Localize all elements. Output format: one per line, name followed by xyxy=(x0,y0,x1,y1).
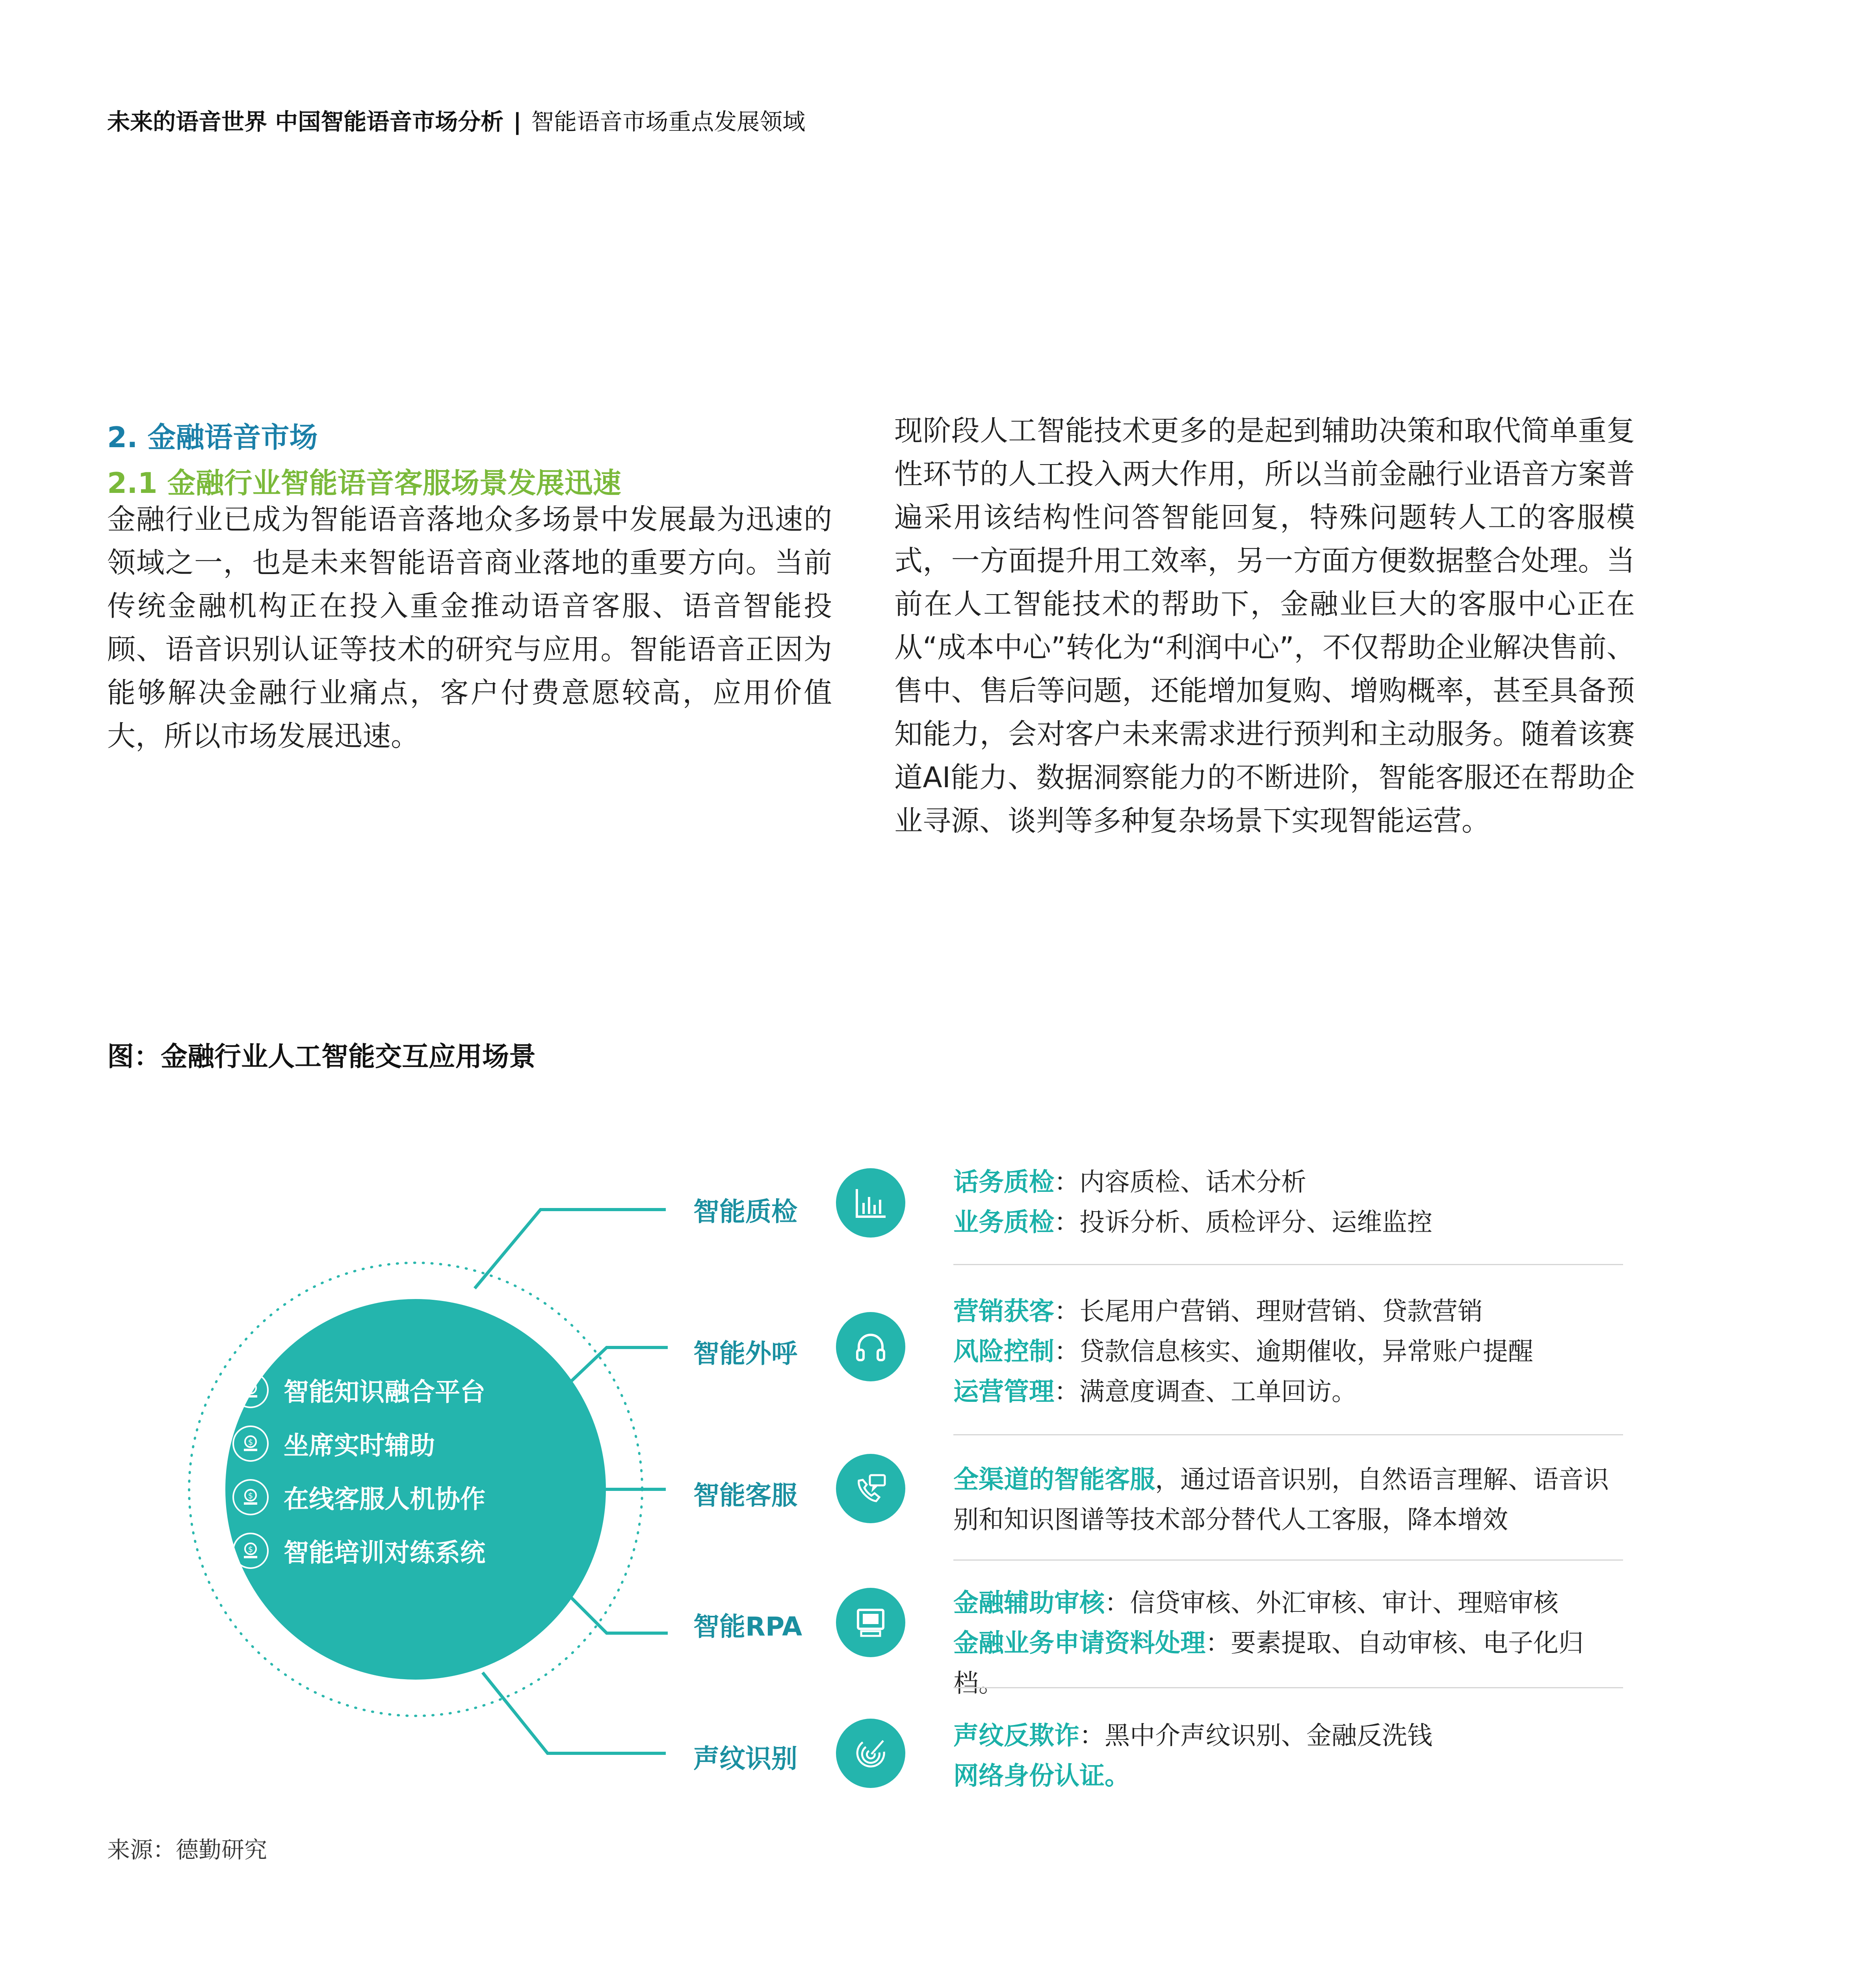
fingerprint-icon xyxy=(836,1719,905,1788)
desc-line xyxy=(953,1332,1623,1372)
section-title: 2. 金融语音市场 xyxy=(107,421,318,454)
desc-line xyxy=(953,1716,1623,1756)
category-label-zhijian: 智能质检 xyxy=(693,1197,797,1227)
bar-chart-icon xyxy=(836,1168,905,1238)
desc-line xyxy=(953,1372,1623,1412)
desc-key: 营销获客 xyxy=(953,1297,1054,1326)
desc-key: 业务质检 xyxy=(953,1208,1054,1237)
desc-key: 运营管理 xyxy=(953,1377,1054,1407)
computer-icon xyxy=(836,1588,905,1657)
desc-sep: ： xyxy=(1205,1629,1231,1658)
source-note: 来源：德勤研究 xyxy=(107,1836,267,1863)
divider xyxy=(953,1264,1623,1265)
desc-key: 声纹反欺诈 xyxy=(953,1721,1079,1751)
desc-key: 网络身份认证。 xyxy=(953,1762,1130,1791)
desc-text: 投诉分析、质检评分、运维监控 xyxy=(1079,1208,1432,1237)
desc-sep: ： xyxy=(1054,1297,1079,1326)
connector-shengwen xyxy=(483,1673,666,1753)
desc-text: 信贷审核、外汇审核、审计、理赔审核 xyxy=(1130,1589,1558,1618)
figure-title: 图：金融行业人工智能交互应用场景 xyxy=(107,1041,536,1072)
desc-shengwen xyxy=(953,1716,1623,1796)
desc-sep: ： xyxy=(1079,1721,1105,1751)
desc-sep: ： xyxy=(1105,1589,1130,1618)
connector-zhijian xyxy=(475,1210,666,1288)
category-label-waihu: 智能外呼 xyxy=(693,1338,797,1369)
coin-icon xyxy=(232,1533,269,1569)
coin-icon xyxy=(232,1479,269,1515)
platform-list xyxy=(232,1363,555,1578)
desc-waihu xyxy=(953,1292,1623,1412)
desc-text: 黑中介声纹识别、金融反洗钱 xyxy=(1105,1721,1432,1751)
platform-item-label: 智能知识融合平台 xyxy=(284,1378,485,1407)
coin-icon xyxy=(232,1425,269,1462)
platform-item-label: 智能培训对练系统 xyxy=(284,1539,485,1568)
svg-text:$: $ xyxy=(248,1437,253,1447)
category-label-rpa: 智能RPA xyxy=(693,1611,802,1642)
desc-sep: ： xyxy=(1054,1168,1079,1197)
desc-line xyxy=(953,1623,1623,1704)
svg-text:$: $ xyxy=(248,1384,253,1393)
desc-sep: ： xyxy=(1054,1208,1079,1237)
desc-rpa xyxy=(953,1583,1623,1704)
platform-item-label: 在线客服人机协作 xyxy=(284,1485,485,1514)
desc-key: 金融辅助审核 xyxy=(953,1589,1105,1618)
platform-item xyxy=(232,1524,555,1578)
divider xyxy=(953,1434,1623,1435)
desc-line xyxy=(953,1756,1623,1796)
svg-text:$: $ xyxy=(248,1491,253,1500)
desc-sep: ： xyxy=(1054,1377,1079,1407)
body-paragraph-right: 现阶段人工智能技术更多的是起到辅助决策和取代简单重复性环节的人工投入两大作用，所以当前金融行业语音方案普遍采用该结构性问答智能回复，特殊问题转人工的客服模式，一方面提升用工效率，另一方面方便数据整合处理。当前在人工智能技术的帮助下，金融业巨大的客服中心正在从“成本中心”转化为“利润中心”，不仅帮助企业解决售前、售中、售后等问题，还能增加复购、增购概率，甚至具备预知能力，会对客户未来需求进行预判和主动服务。随着该赛道AI能力、数据洞察能力的不断进阶，智能客服还在帮助企业寻源、谈判等多种复杂场景下实现智能运营。 xyxy=(894,414,1635,837)
platform-item xyxy=(232,1363,555,1417)
desc-line xyxy=(953,1583,1623,1623)
coin-icon xyxy=(232,1372,269,1408)
divider xyxy=(953,1687,1623,1688)
desc-key: 金融业务申请资料处理 xyxy=(953,1629,1205,1658)
page-header xyxy=(107,103,805,136)
platform-item-label: 坐席实时辅助 xyxy=(284,1431,435,1461)
headphones-icon xyxy=(836,1312,905,1381)
desc-zhijian xyxy=(953,1162,1623,1243)
platform-item xyxy=(232,1417,555,1470)
desc-line xyxy=(953,1162,1623,1202)
desc-text: 内容质检、话术分析 xyxy=(1079,1168,1306,1197)
desc-sep: ： xyxy=(1054,1337,1079,1366)
desc-line xyxy=(953,1292,1623,1332)
subsection-title: 2.1 金融行业智能语音客服场景发展迅速 xyxy=(107,466,621,500)
desc-kefu xyxy=(953,1460,1623,1540)
category-label-shengwen: 声纹识别 xyxy=(693,1743,797,1774)
divider xyxy=(953,1559,1623,1561)
category-label-kefu: 智能客服 xyxy=(693,1480,797,1511)
header-separator: | xyxy=(513,108,522,135)
desc-key: 全渠道的智能客服 xyxy=(953,1465,1155,1494)
desc-text: 满意度调查、工单回访。 xyxy=(1079,1377,1357,1407)
section-name: 智能语音市场重点发展领域 xyxy=(531,108,806,135)
desc-text: 长尾用户营销、理财营销、贷款营销 xyxy=(1079,1297,1483,1326)
report-title: 未来的语音世界 中国智能语音市场分析 xyxy=(107,108,504,135)
connector-waihu xyxy=(567,1347,668,1385)
svg-text:$: $ xyxy=(248,1544,253,1554)
desc-text: 贷款信息核实、逾期催收，异常账户提醒 xyxy=(1079,1337,1533,1366)
desc-key: 话务质检 xyxy=(953,1168,1054,1197)
desc-line xyxy=(953,1202,1623,1243)
connector-rpa xyxy=(567,1594,668,1633)
body-paragraph-left: 金融行业已成为智能语音落地众多场景中发展最为迅速的领域之一，也是未来智能语音商业落地的重要方向。当前传统金融机构正在投入重金推动语音客服、语音智能投顾、语音识别认证等技术的研究与应用。智能语音正因为能够解决金融行业痛点，客户付费意愿较高，应用价值大，所以市场发展迅速。 xyxy=(107,503,832,753)
phone-chat-icon xyxy=(836,1454,905,1523)
desc-text: 通过语音识别，自然语言理解、语音识别和知识图谱等技术部分替代人工客服，降本增效 xyxy=(953,1465,1609,1535)
desc-line xyxy=(953,1460,1623,1540)
desc-sep: ， xyxy=(1155,1465,1180,1494)
platform-item xyxy=(232,1470,555,1524)
desc-key: 风险控制 xyxy=(953,1337,1054,1366)
desc-text: 要素提取、自动审核、电子化归档。 xyxy=(953,1629,1584,1698)
